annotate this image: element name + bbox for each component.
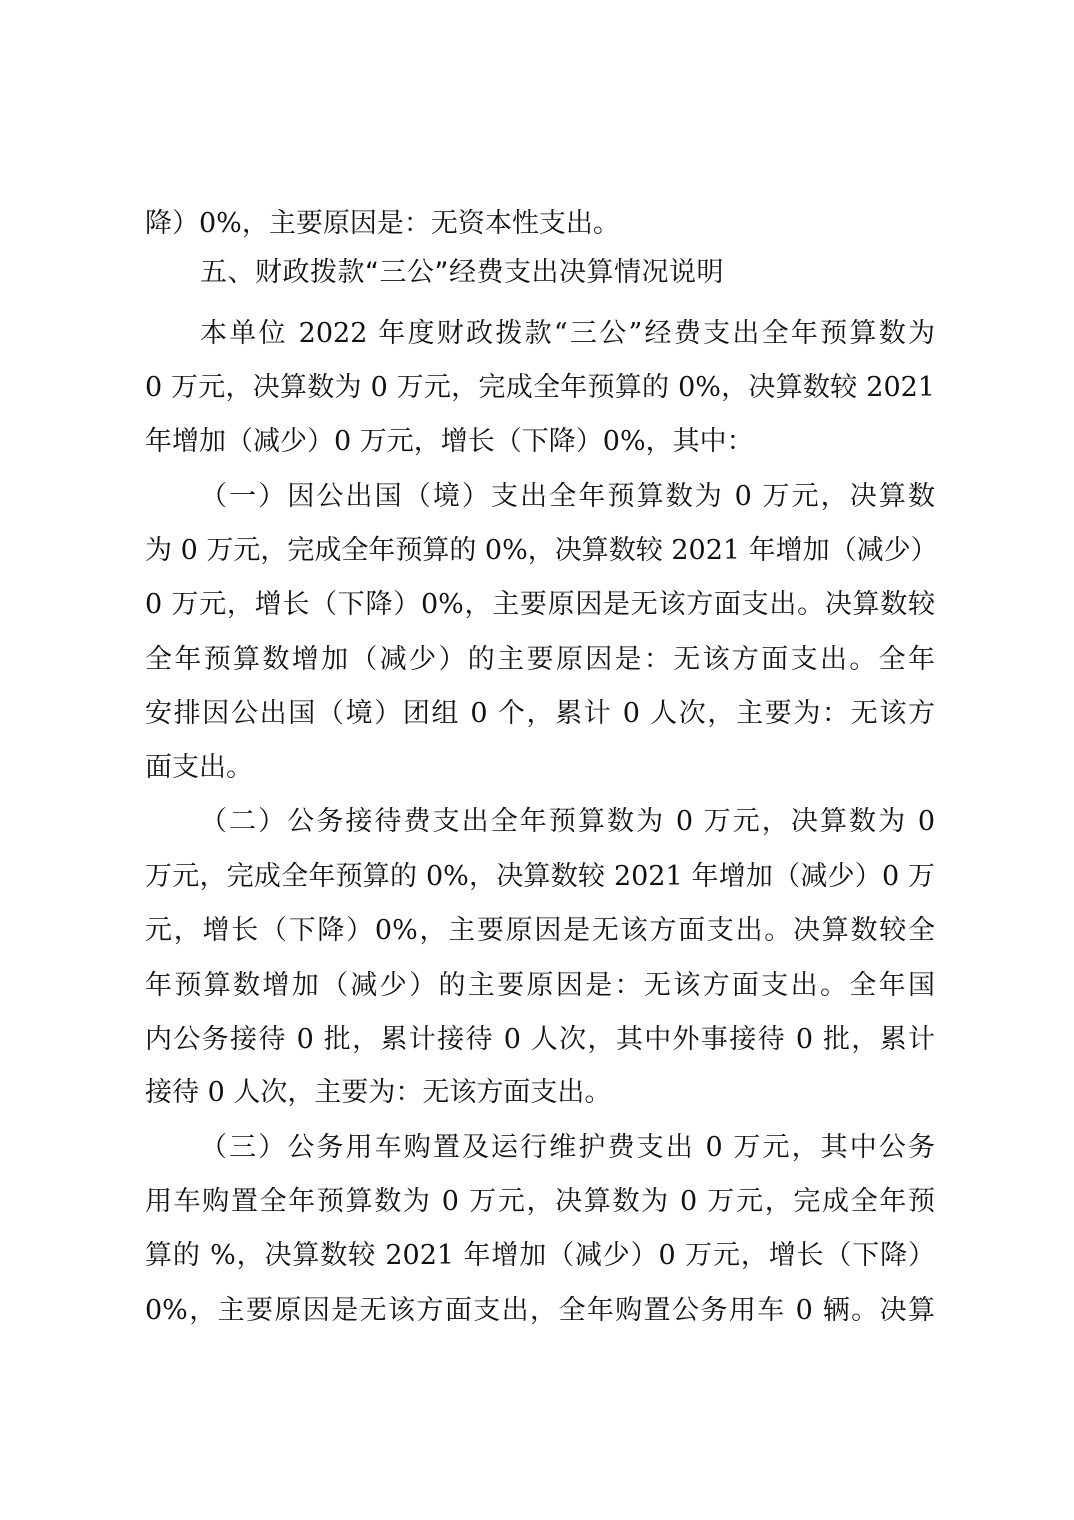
text-line: 全年预算数增加（减少）的主要原因是：无该方面支出。全年 (145, 644, 935, 675)
text-line: 年增加（减少）0 万元，增长（下降）0%，其中： (145, 426, 754, 457)
text-line: 0 万元，增长（下降）0%，主要原因是无该方面支出。决算数较 (145, 589, 935, 620)
text-line: 内公务接待 0 批，累计接待 0 人次，其中外事接待 0 批，累计 (145, 1024, 935, 1055)
text-line: 本单位 2022 年度财政拨款“三公”经费支出全年预算数为 (200, 318, 935, 349)
text-line: 0 万元，决算数为 0 万元，完成全年预算的 0%，决算数较 2021 (145, 372, 935, 403)
text-line: 安排因公出国（境）团组 0 个，累计 0 人次，主要为：无该方 (145, 698, 935, 729)
text-line: 为 0 万元，完成全年预算的 0%，决算数较 2021 年增加（减少） (145, 535, 938, 566)
text-line: 接待 0 人次，主要为：无该方面支出。 (145, 1077, 612, 1108)
section-heading: 五、财政拨款“三公”经费支出决算情况说明 (200, 257, 724, 288)
text-line: 算的 %，决算数较 2021 年增加（减少）0 万元，增长（下降） (145, 1240, 935, 1271)
text-line: 0%，主要原因是无该方面支出，全年购置公务用车 0 辆。决算 (145, 1295, 935, 1326)
text-line: 年预算数增加（减少）的主要原因是：无该方面支出。全年国 (145, 970, 935, 1001)
text-line: 元，增长（下降）0%，主要原因是无该方面支出。决算数较全 (145, 915, 935, 946)
text-line: 万元，完成全年预算的 0%，决算数较 2021 年增加（减少）0 万 (145, 861, 935, 892)
text-line: 用车购置全年预算数为 0 万元，决算数为 0 万元，完成全年预 (145, 1186, 935, 1217)
text-line: （一）因公出国（境）支出全年预算数为 0 万元，决算数 (200, 481, 935, 512)
text-line: 面支出。 (145, 752, 253, 783)
text-line: （三）公务用车购置及运行维护费支出 0 万元，其中公务 (200, 1132, 935, 1163)
text-line: 降）0%，主要原因是：无资本性支出。 (145, 208, 620, 239)
text-line: （二）公务接待费支出全年预算数为 0 万元，决算数为 0 (200, 806, 935, 837)
